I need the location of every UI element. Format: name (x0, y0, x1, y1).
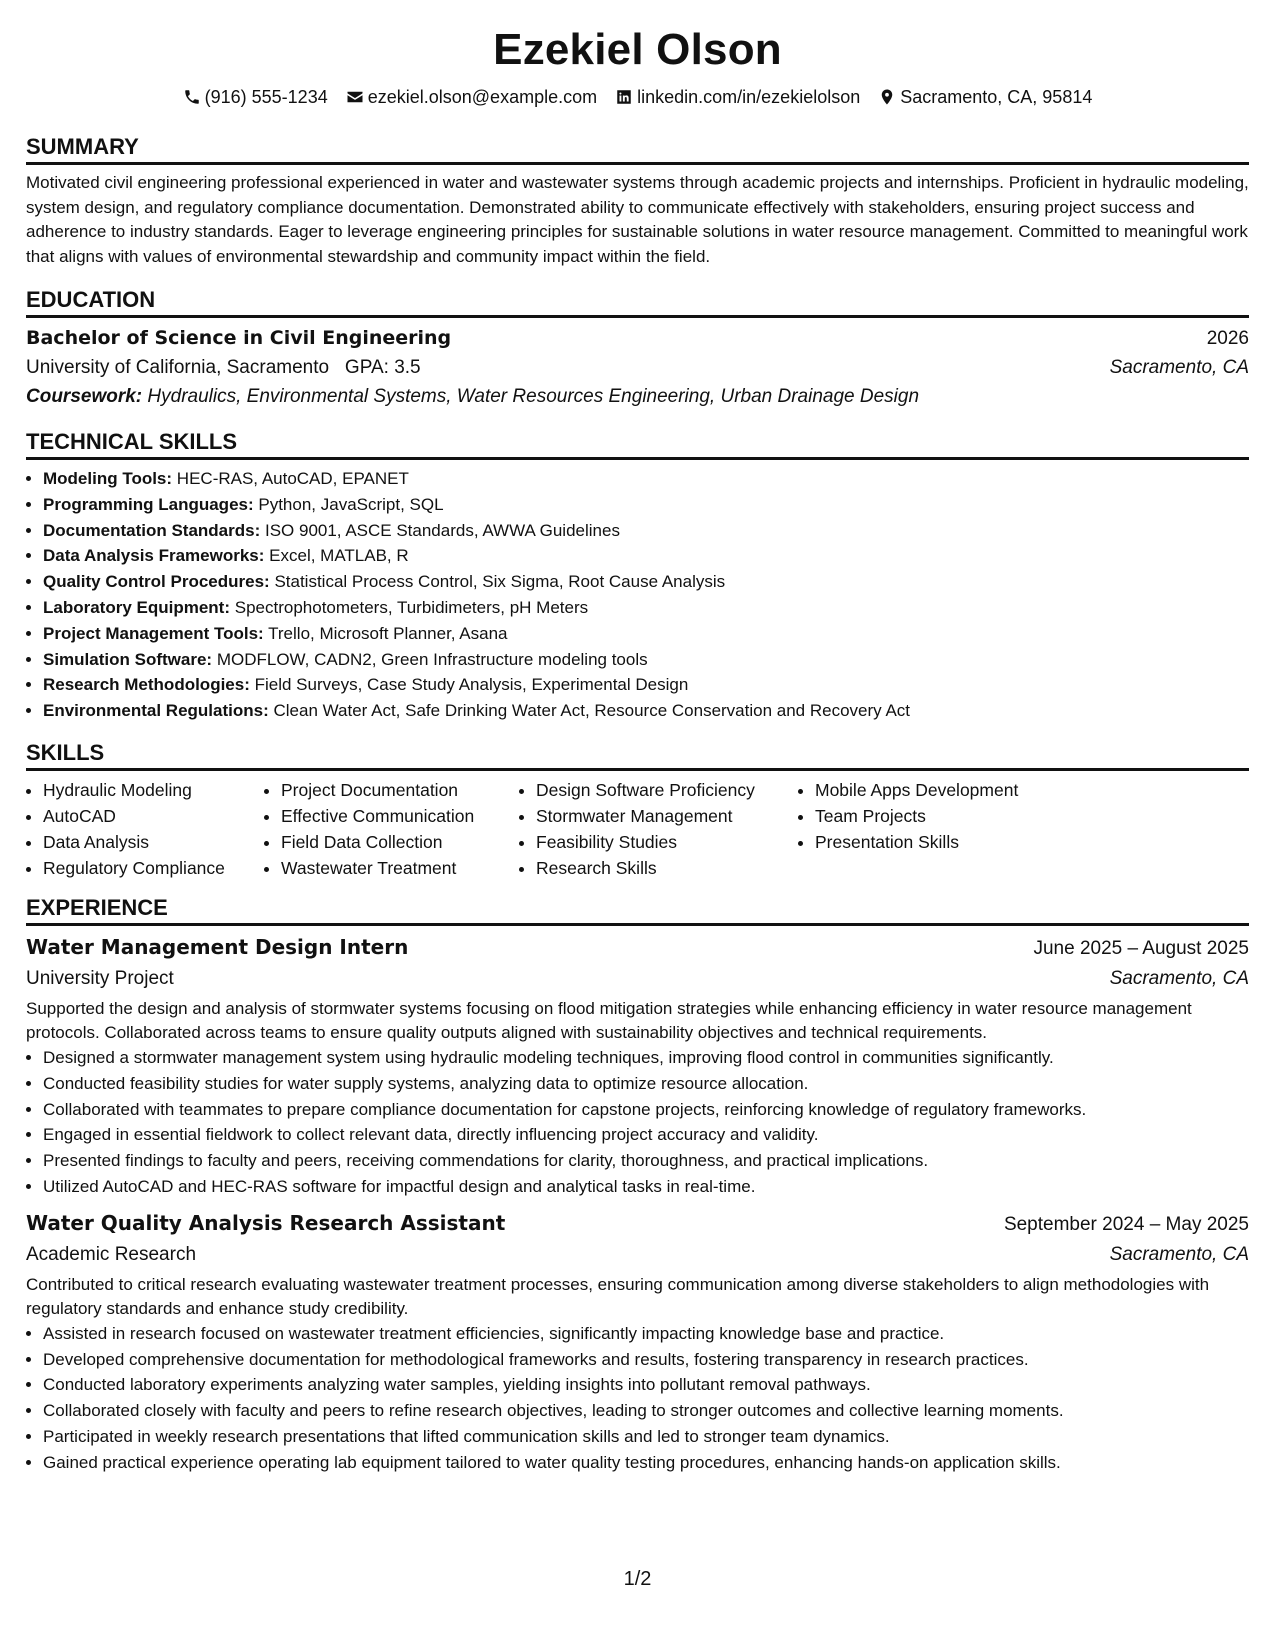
job-title: Water Quality Analysis Research Assistant (26, 1210, 506, 1235)
contact-location (878, 86, 1092, 108)
job-bullets (26, 1045, 1249, 1200)
job-description: Supported the design and analysis of stormwater systems focusing on flood mitigation strategies while enhancing efficiency in water resource management protocols. Collaborated across teams to ensure quality outputs aligned with sustainability objectives and technical requirements. (26, 998, 1192, 1042)
skills-column (798, 777, 1075, 881)
job-header (26, 932, 1249, 964)
list-item: • Participated in weekly research presentations that lifted communication skills and led to stronger team dynamics. (43, 1424, 1249, 1450)
gpa: GPA: 3.5 (344, 357, 421, 378)
section-title: EDUCATION (26, 287, 1249, 318)
job-description: Contributed to critical research evaluating wastewater treatment processes, ensuring communication among diverse stakeholders to align methodologies with regulatory standards and enhance study credibility. (26, 1274, 1210, 1318)
skill-value: ISO 9001, ASCE Standards, AWWA Guidelines (264, 520, 620, 540)
job-title: Water Management Design Intern (26, 934, 409, 959)
page-number: 1/2 (623, 1568, 652, 1590)
skill-value: Clean Water Act, Safe Drinking Water Act, Resource Conservation and Recovery Act (273, 701, 911, 721)
skill-label: Programming Languages: (43, 494, 254, 514)
list-item (43, 672, 1249, 698)
list-item: • Presented findings to faculty and peers, receiving commendations for clarity, thoroughness, and practical implications. (43, 1148, 1249, 1174)
job-bullets (26, 1321, 1249, 1476)
skill-label: Environmental Regulations: (43, 701, 269, 721)
list-item: • Wastewater Treatment (281, 855, 519, 881)
skills-grid (26, 777, 1249, 881)
list-item: • Gained practical experience operating lab equipment tailored to water quality testing procedures, enhancing hands-on application skills. (43, 1450, 1249, 1476)
list-item: • Feasibility Studies (536, 829, 798, 855)
list-item: • Regulatory Compliance (43, 855, 264, 881)
job-subheader (26, 964, 1249, 993)
list-item: • Research Skills (536, 855, 798, 881)
skill-label: Project Management Tools: (43, 623, 264, 643)
linkedin-url[interactable]: linkedin.com/in/ezekielolson (637, 87, 861, 107)
skill-value: HEC-RAS, AutoCAD, EPANET (176, 469, 409, 488)
phone-icon (183, 88, 201, 106)
list-item (43, 543, 1249, 569)
skill-label: Modeling Tools: (43, 469, 173, 488)
list-item (43, 518, 1249, 544)
list-item: • Utilized AutoCAD and HEC-RAS software for impactful design and analytical tasks in real-time. (43, 1174, 1249, 1200)
skill-label: Quality Control Procedures: (43, 572, 270, 592)
section-title: SUMMARY (26, 134, 1249, 165)
list-item (43, 621, 1249, 647)
section-title: SKILLS (26, 740, 1249, 771)
list-item (43, 569, 1249, 595)
contact-bar (26, 86, 1249, 108)
job-entry (26, 932, 1249, 1200)
contact-phone (183, 86, 328, 108)
graduation-year: 2026 (1206, 328, 1249, 349)
candidate-name: Ezekiel Olson (493, 25, 782, 74)
coursework-line (26, 382, 1249, 411)
skills-column (26, 777, 264, 881)
linkedin-icon (615, 88, 633, 106)
list-item: • Field Data Collection (281, 829, 519, 855)
list-item (43, 647, 1249, 673)
list-item: • Team Projects (815, 803, 1075, 829)
degree-title: Bachelor of Science in Civil Engineering (26, 327, 452, 349)
list-item: • Design Software Proficiency (536, 777, 798, 803)
list-item: • Engaged in essential fieldwork to collect relevant data, directly influencing project accuracy and validity. (43, 1122, 1249, 1148)
school-row (26, 353, 1249, 382)
skill-value: Field Surveys, Case Study Analysis, Experimental Design (254, 675, 689, 695)
list-item: • Presentation Skills (815, 829, 1075, 855)
education-section (26, 287, 1249, 411)
technical-skills-section (26, 429, 1249, 724)
skill-value: Spectrophotometers, Turbidimeters, pH Meters (234, 597, 589, 617)
job-location: Sacramento, CA (1109, 1243, 1249, 1265)
list-item: • Developed comprehensive documentation for methodological frameworks and results, fostering transparency in research practices. (43, 1347, 1249, 1373)
school-location: Sacramento, CA (1109, 357, 1249, 378)
skill-label: Documentation Standards: (43, 520, 261, 540)
skills-section (26, 740, 1249, 881)
technical-skills-list (26, 466, 1249, 724)
list-item: • Conducted feasibility studies for water supply systems, analyzing data to optimize resource allocation. (43, 1071, 1249, 1097)
location-text: Sacramento, CA, 95814 (900, 87, 1093, 107)
list-item: • Data Analysis (43, 829, 264, 855)
contact-email[interactable] (346, 86, 597, 108)
list-item: • Project Documentation (281, 777, 519, 803)
contact-linkedin[interactable] (615, 86, 860, 108)
section-title: EXPERIENCE (26, 895, 1249, 926)
list-item: • Mobile Apps Development (815, 777, 1075, 803)
skill-value: Statistical Process Control, Six Sigma, Root Cause Analysis (274, 572, 726, 592)
experience-section (26, 895, 1249, 1476)
location-pin-icon (878, 88, 896, 106)
list-item (43, 492, 1249, 518)
skill-label: Data Analysis Frameworks: (43, 546, 265, 566)
school-name: University of California, Sacramento (26, 357, 330, 378)
phone-number: (916) 555-1234 (204, 87, 328, 107)
skill-value: Trello, Microsoft Planner, Asana (268, 623, 508, 643)
list-item: • Hydraulic Modeling (43, 777, 264, 803)
list-item: • Designed a stormwater management system using hydraulic modeling techniques, improving flood control in communities significantly. (43, 1045, 1249, 1071)
skill-value: MODFLOW, CADN2, Green Infrastructure modeling tools (216, 649, 648, 669)
list-item: • AutoCAD (43, 803, 264, 829)
skill-value: Excel, MATLAB, R (269, 546, 409, 566)
skill-label: Laboratory Equipment: (43, 597, 231, 617)
list-item (43, 466, 1249, 492)
list-item (43, 595, 1249, 621)
job-dates: June 2025 – August 2025 (1033, 937, 1249, 959)
coursework-list: Hydraulics, Environmental Systems, Water Resources Engineering, Urban Drainage Design (147, 386, 920, 407)
job-organization: University Project (26, 967, 174, 989)
job-entry (26, 1208, 1249, 1476)
coursework-label: Coursework: (26, 386, 143, 407)
list-item (43, 698, 1249, 724)
summary-section (26, 134, 1249, 269)
email-address[interactable]: ezekiel.olson@example.com (367, 87, 598, 107)
skill-label: Simulation Software: (43, 649, 213, 669)
education-row (26, 324, 1249, 353)
section-title: TECHNICAL SKILLS (26, 429, 1249, 460)
skills-column (264, 777, 519, 881)
list-item: • Collaborated with teammates to prepare compliance documentation for capstone projects, reinforcing knowledge of regulatory frameworks. (43, 1097, 1249, 1123)
job-subheader (26, 1240, 1249, 1269)
list-item: • Collaborated closely with faculty and peers to refine research objectives, leading to stronger outcomes and collective learning moments. (43, 1398, 1249, 1424)
job-dates: September 2024 – May 2025 (1003, 1213, 1249, 1235)
summary-text: Motivated civil engineering professional experienced in water and wastewater systems through academic projects and internships. Proficient in hydraulic modeling, system design, and regulatory compliance documentation. Demonstrated ability to communicate effectively with stakeholders, ensuring project success and adherence to industry standards. Eager to leverage engineering principles for sustainable solutions in water resource management. Committed to meaningful work that aligns with values of environmental stewardship and community impact within the field. (26, 173, 1249, 266)
job-header (26, 1208, 1249, 1240)
job-organization: Academic Research (26, 1243, 197, 1265)
list-item: • Stormwater Management (536, 803, 798, 829)
resume-page (26, 0, 1249, 1650)
list-item: • Assisted in research focused on wastewater treatment efficiencies, significantly impacting knowledge base and practice. (43, 1321, 1249, 1347)
skills-column (519, 777, 798, 881)
list-item: • Conducted laboratory experiments analyzing water samples, yielding insights into pollutant removal pathways. (43, 1372, 1249, 1398)
list-item: • Effective Communication (281, 803, 519, 829)
job-location: Sacramento, CA (1109, 967, 1249, 989)
envelope-icon (346, 88, 364, 106)
school-line (26, 353, 421, 382)
skill-value: Python, JavaScript, SQL (258, 494, 444, 514)
skill-label: Research Methodologies: (43, 675, 250, 695)
